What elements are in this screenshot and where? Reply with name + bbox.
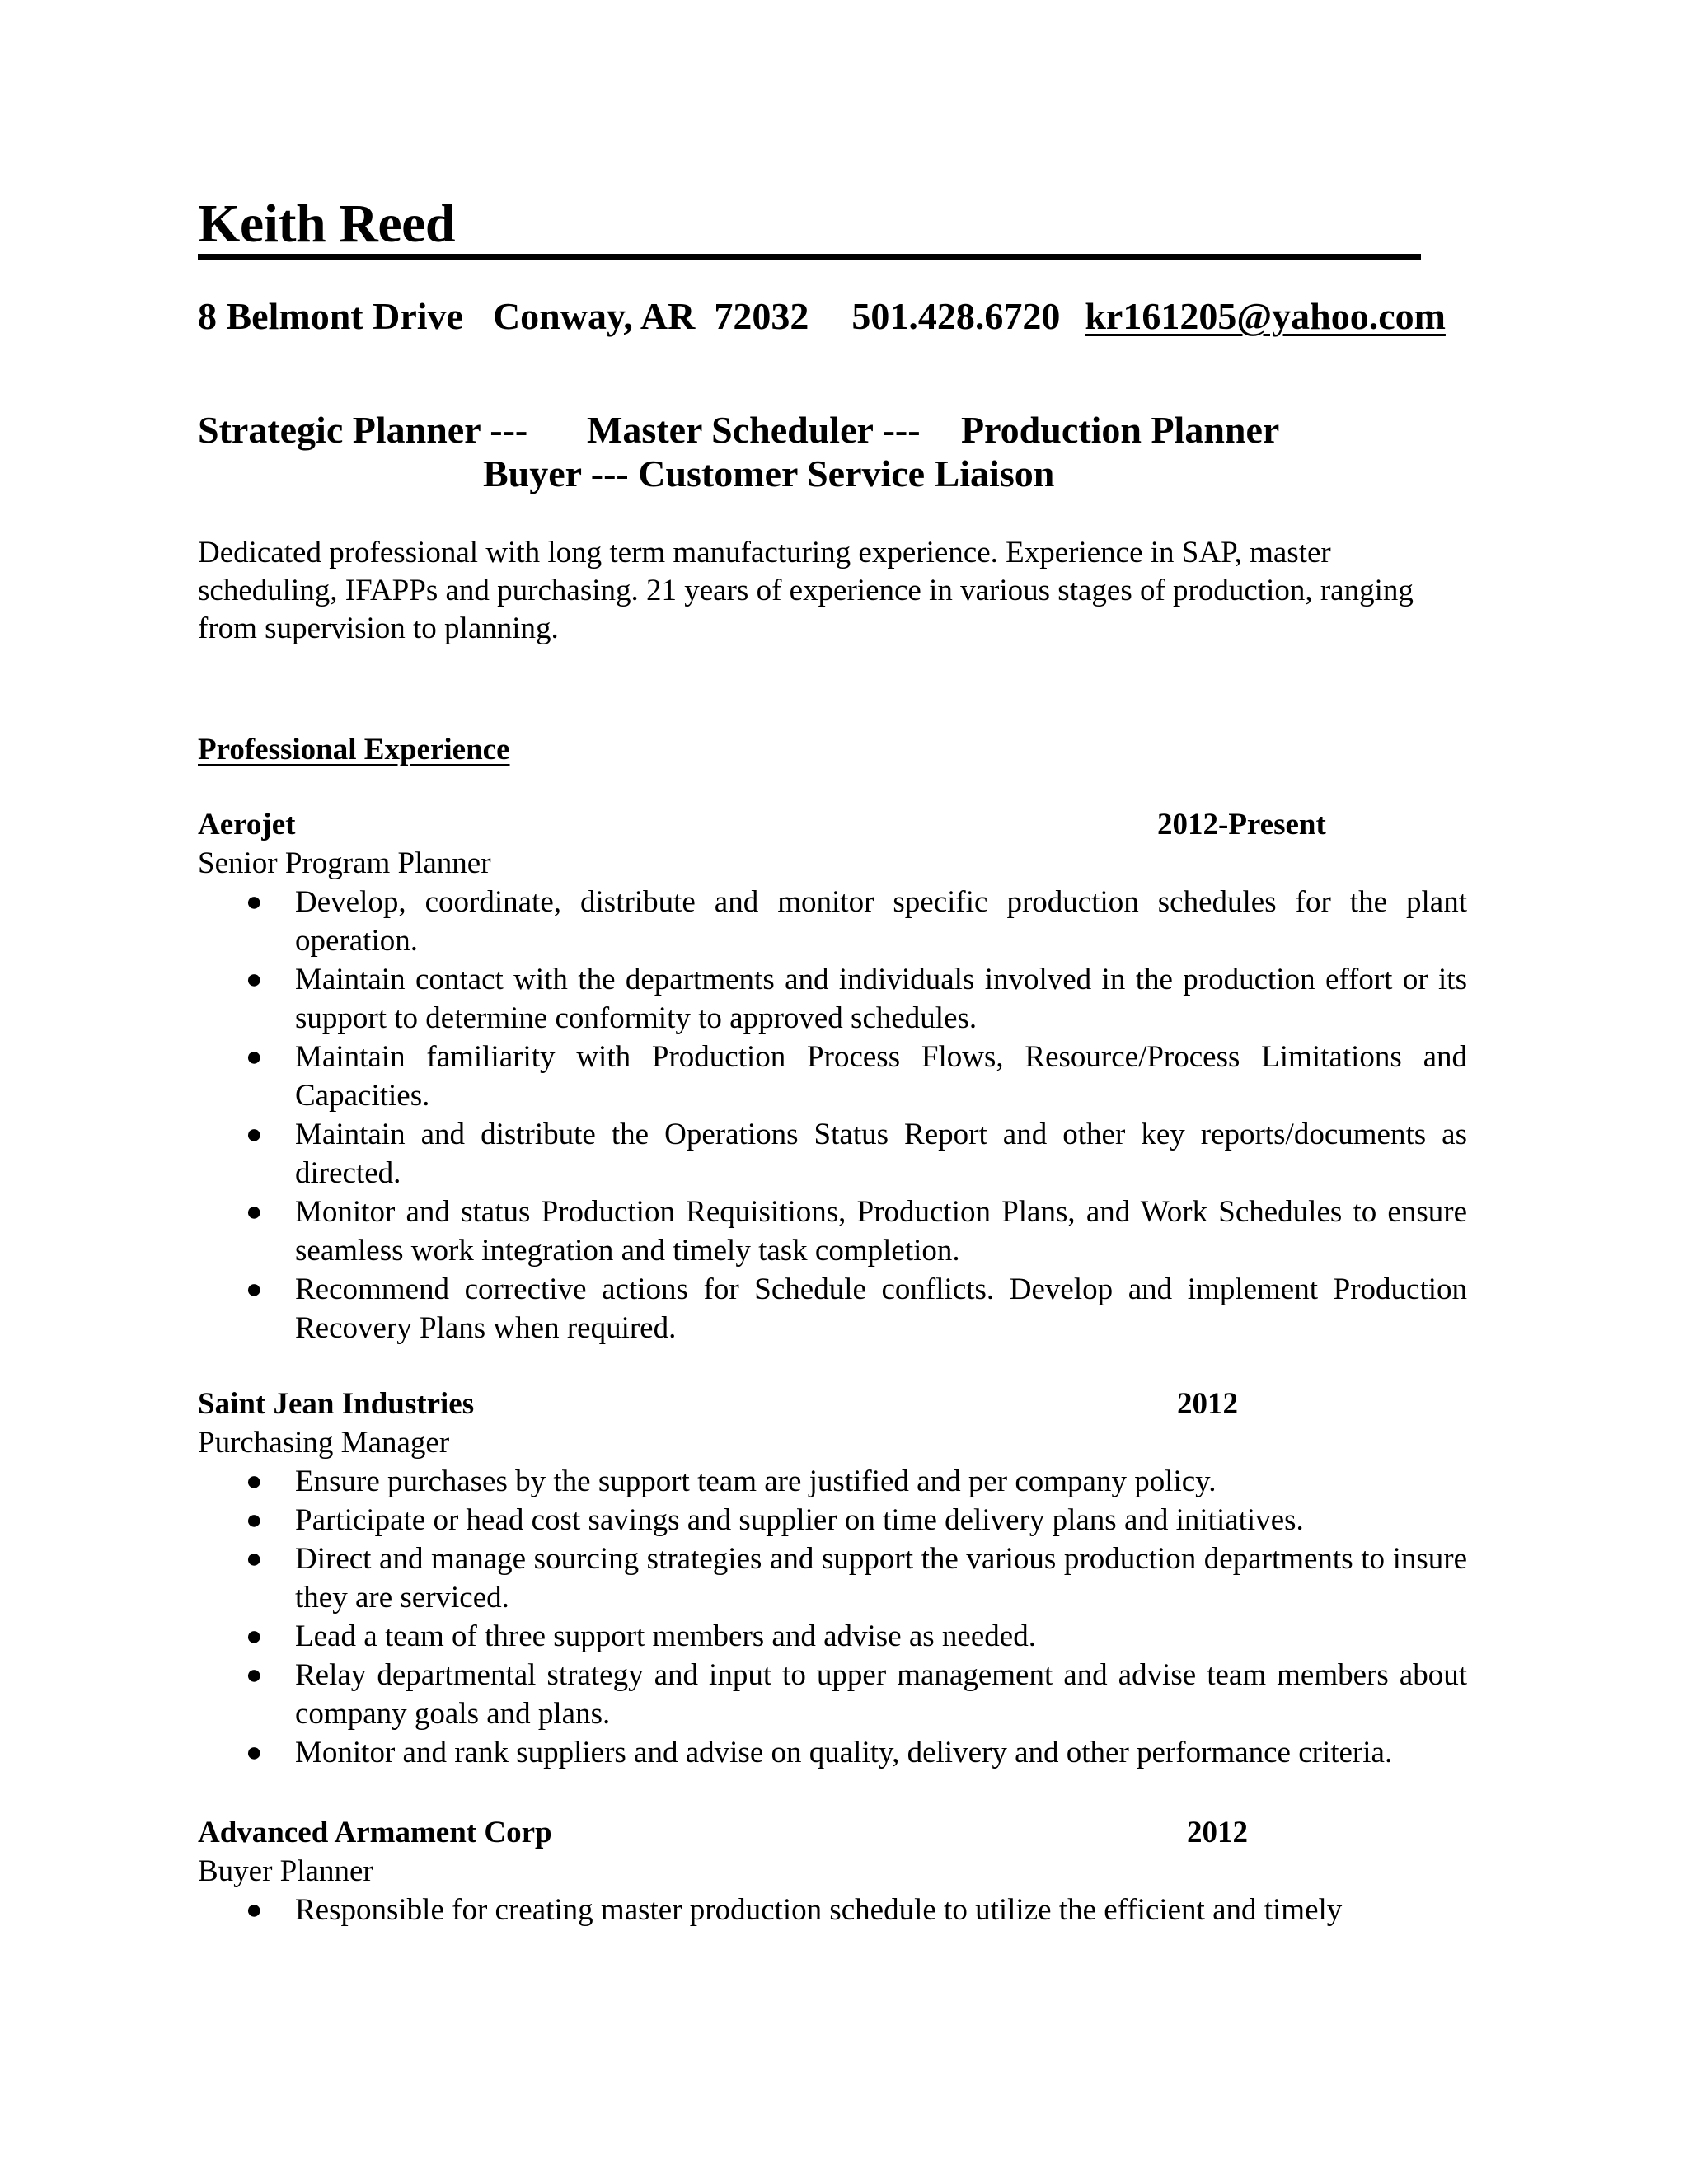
city-state-zip: Conway, AR 72032 (492, 295, 809, 337)
list-item: ● Recommend corrective actions for Schedule conflicts. Develop and implement Production Recovery Plans when required. (198, 1270, 1467, 1347)
list-item: ● Ensure purchases by the support team are justified and per company policy. (198, 1462, 1467, 1501)
title-production-planner: Production Planner (961, 409, 1280, 451)
bullet-icon: ● (246, 1895, 263, 1925)
title-strategic-planner: Strategic Planner --- (198, 409, 528, 451)
job-dates: 2012 (1187, 1816, 1248, 1849)
job-saint-jean (198, 1385, 1467, 1772)
job-role: Senior Program Planner (198, 846, 491, 880)
list-item: ● Develop, coordinate, distribute and monitor specific production schedules for the plant operation. (198, 883, 1467, 960)
list-item: ● Relay departmental strategy and input to upper management and advise team members about company goals and plans. (198, 1656, 1467, 1733)
list-item: ● Monitor and status Production Requisitions, Production Plans, and Work Schedules to ensure seamless work integration and timely task completion. (198, 1193, 1467, 1270)
bullet-icon: ● (246, 1621, 263, 1652)
list-item: ● Responsible for creating master production schedule to utilize the efficient and timely (198, 1891, 1467, 1929)
phone: 501.428.6720 (851, 295, 1061, 337)
company-name: Saint Jean Industries (198, 1387, 475, 1421)
address: 8 Belmont Drive (198, 295, 463, 337)
contact-line (198, 290, 1446, 343)
bullet-list (198, 883, 1467, 1347)
bullet-icon: ● (246, 1660, 263, 1690)
list-item: ● Direct and manage sourcing strategies and support the various production departments to insure they are serviced. (198, 1540, 1467, 1617)
job-aerojet (198, 805, 1467, 1347)
company-name: Aerojet (198, 808, 296, 841)
job-role: Purchasing Manager (198, 1426, 450, 1460)
bullet-icon: ● (246, 1119, 263, 1150)
bullet-icon: ● (246, 1042, 263, 1072)
bullet-list (198, 1462, 1467, 1772)
title-master-scheduler: Master Scheduler --- (587, 409, 921, 451)
bullet-icon: ● (246, 1197, 263, 1227)
job-header (198, 1385, 1467, 1423)
list-item: ● Maintain contact with the departments and individuals involved in the production effort or its support to determine conformity to approved schedules. (198, 960, 1467, 1038)
job-header (198, 805, 1467, 844)
job-advanced-armament (198, 1813, 1467, 1929)
bullet-icon: ● (246, 1544, 263, 1574)
name-header (198, 194, 1421, 260)
bullet-icon: ● (246, 1274, 263, 1305)
list-item: ● Maintain and distribute the Operations Status Report and other key reports/documents as directed. (198, 1115, 1467, 1193)
job-header (198, 1813, 1467, 1852)
summary-paragraph: Dedicated professional with long term manufacturing experience. Experience in SAP, master scheduling, IFAPPs and purchasing. 21 years of experience in various stages of production, ranging from supervision to planning. (198, 536, 1414, 645)
list-item: ● Maintain familiarity with Production Process Flows, Resource/Process Limitations and Capacities. (198, 1038, 1467, 1115)
job-dates: 2012-Present (1157, 808, 1326, 841)
bullet-icon: ● (246, 964, 263, 995)
title-buyer-liaison: Buyer --- Customer Service Liaison (483, 452, 1055, 494)
bullet-icon: ● (246, 1466, 263, 1497)
list-item: ● Lead a team of three support members and advise as needed. (198, 1617, 1467, 1656)
list-item: ● Participate or head cost savings and supplier on time delivery plans and initiatives. (198, 1501, 1467, 1540)
list-item: ● Monitor and rank suppliers and advise on quality, delivery and other performance criteria. (198, 1733, 1467, 1772)
bullet-icon: ● (246, 1505, 263, 1535)
bullet-list (198, 1891, 1467, 1929)
bullet-icon: ● (246, 887, 263, 917)
company-name: Advanced Armament Corp (198, 1816, 552, 1849)
candidate-name: Keith Reed (198, 194, 456, 254)
section-heading-experience: Professional Experience (198, 733, 510, 766)
email-link[interactable]: kr161205@yahoo.com (1085, 295, 1446, 337)
job-dates: 2012 (1177, 1387, 1238, 1421)
job-role: Buyer Planner (198, 1854, 373, 1888)
bullet-icon: ● (246, 1737, 263, 1768)
